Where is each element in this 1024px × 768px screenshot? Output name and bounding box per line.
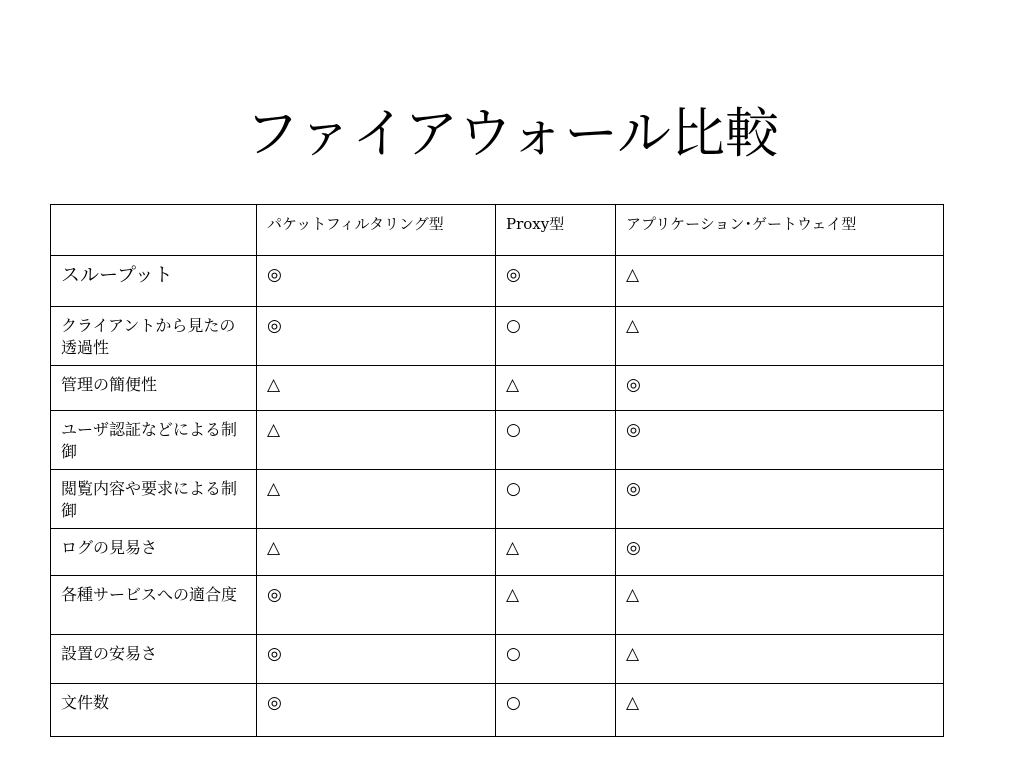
header-packet-filtering: パケットフィルタリング型	[257, 205, 496, 256]
rating-cell	[616, 307, 944, 366]
rating-cell	[496, 256, 616, 307]
row-label-user-auth: ユーザ認証などによる制御	[51, 411, 257, 470]
rating-mark: △	[506, 375, 520, 395]
row-label-file-count: 文件数	[51, 684, 257, 737]
rating-mark: ◎	[626, 479, 641, 499]
rating-cell	[496, 470, 616, 529]
rating-cell	[257, 256, 496, 307]
rating-cell	[616, 529, 944, 576]
table-row	[51, 307, 944, 366]
rating-mark: △	[267, 420, 281, 440]
table-row	[51, 470, 944, 529]
rating-mark: △	[267, 375, 281, 395]
slide-title: ファイアウォール比較	[244, 102, 780, 165]
rating-cell	[616, 576, 944, 635]
rating-mark: △	[626, 585, 640, 605]
table-row	[51, 411, 944, 470]
row-label-transparency: クライアントから見たの透過性	[51, 307, 257, 366]
table-row	[51, 529, 944, 576]
rating-mark: ◎	[267, 693, 282, 713]
rating-cell	[616, 256, 944, 307]
rating-cell	[257, 529, 496, 576]
rating-mark: △	[267, 538, 281, 558]
rating-cell	[257, 307, 496, 366]
rating-mark: ◎	[506, 265, 521, 285]
row-label-content-control: 閲覧内容や要求による制御	[51, 470, 257, 529]
table-header-row	[51, 205, 944, 256]
rating-mark: ◎	[267, 316, 282, 336]
rating-cell	[496, 529, 616, 576]
rating-cell	[257, 470, 496, 529]
rating-mark: △	[267, 479, 281, 499]
rating-cell	[616, 366, 944, 411]
header-criterion	[51, 205, 257, 256]
rating-cell	[257, 411, 496, 470]
rating-cell	[496, 684, 616, 737]
rating-cell	[616, 470, 944, 529]
row-label-installation: 設置の安易さ	[51, 635, 257, 684]
rating-mark: △	[626, 316, 640, 336]
rating-mark: ○	[506, 693, 521, 713]
rating-cell	[616, 411, 944, 470]
table-row	[51, 684, 944, 737]
rating-cell	[257, 366, 496, 411]
table-row	[51, 635, 944, 684]
rating-cell	[496, 576, 616, 635]
rating-cell	[496, 411, 616, 470]
rating-cell	[616, 684, 944, 737]
firewall-comparison-table	[50, 204, 944, 737]
rating-cell	[496, 366, 616, 411]
rating-cell	[616, 635, 944, 684]
rating-mark: ○	[506, 644, 521, 664]
rating-mark: ◎	[267, 265, 282, 285]
rating-cell	[496, 307, 616, 366]
rating-mark: △	[506, 538, 520, 558]
row-label-throughput: スループット	[51, 256, 257, 307]
rating-mark: ◎	[626, 420, 641, 440]
rating-cell	[257, 576, 496, 635]
rating-mark: ○	[506, 479, 521, 499]
rating-mark: △	[626, 644, 640, 664]
rating-mark: ○	[506, 316, 521, 336]
rating-cell	[496, 635, 616, 684]
header-application-gateway: アプリケーション･ゲートウェイ型	[616, 205, 944, 256]
rating-mark: ◎	[267, 644, 282, 664]
header-proxy: Proxy型	[496, 205, 616, 256]
rating-mark: △	[626, 693, 640, 713]
rating-mark: ◎	[626, 538, 641, 558]
rating-mark: ◎	[267, 585, 282, 605]
rating-cell	[257, 635, 496, 684]
rating-mark: △	[626, 265, 640, 285]
row-label-management: 管理の簡便性	[51, 366, 257, 411]
rating-mark: ○	[506, 420, 521, 440]
row-label-log-readability: ログの見易さ	[51, 529, 257, 576]
rating-mark: △	[506, 585, 520, 605]
rating-cell	[257, 684, 496, 737]
table-row	[51, 366, 944, 411]
row-label-service-fit: 各種サービスへの適合度	[51, 576, 257, 635]
rating-mark: ◎	[626, 375, 641, 395]
table-row	[51, 256, 944, 307]
table-row	[51, 576, 944, 635]
